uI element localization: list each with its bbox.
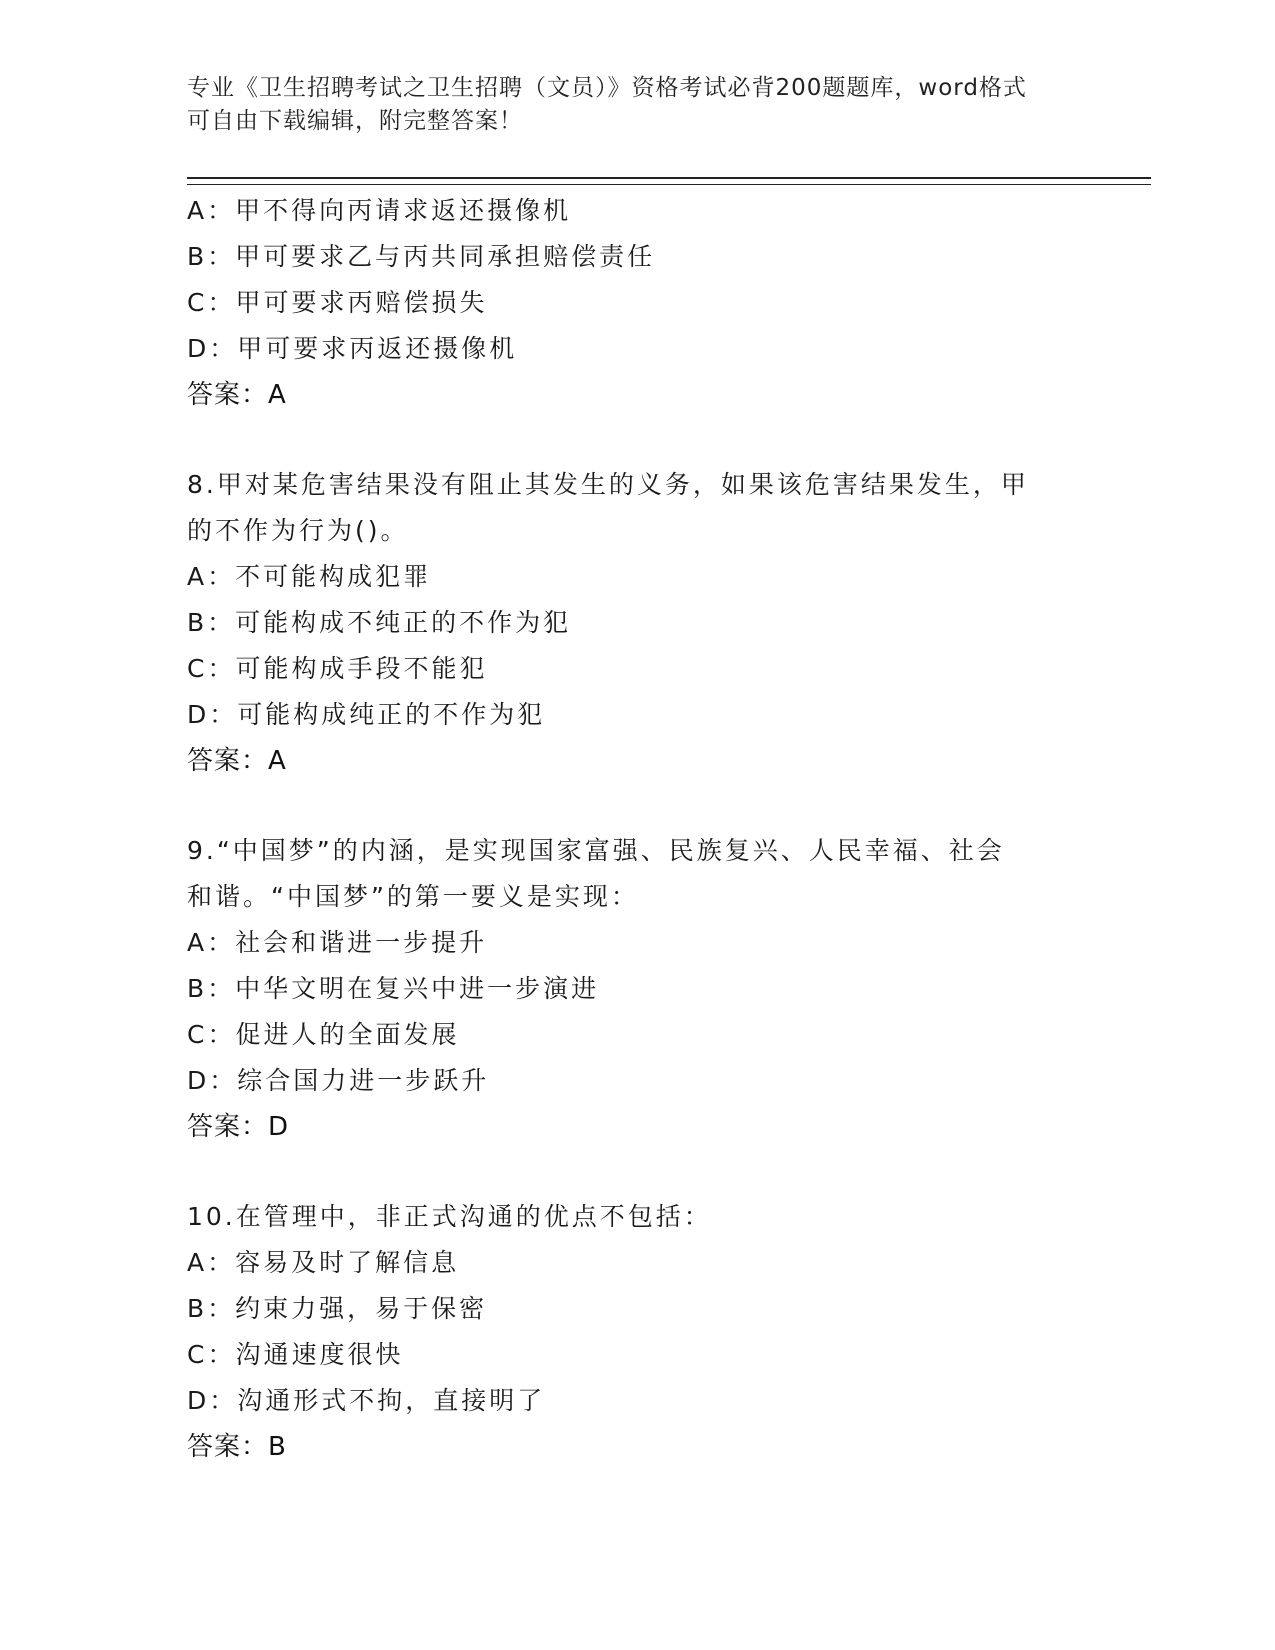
question-10-option-c: C：沟通速度很快 — [187, 1340, 404, 1369]
question-9-option-a: A：社会和谐进一步提升 — [187, 928, 488, 957]
question-10-answer: 答案：B — [187, 1432, 287, 1462]
question-8-option-c: C：可能构成手段不能犯 — [187, 654, 488, 683]
header-title-line-2: 可自由下载编辑，附完整答案！ — [187, 108, 523, 134]
question-spacer — [187, 1150, 1087, 1194]
document-header — [187, 72, 1067, 138]
header-divider — [187, 177, 1151, 185]
question-8-stem-line-2: 的不作为行为()。 — [187, 516, 409, 545]
question-8-answer: 答案：A — [187, 746, 287, 776]
question-7-option-c: C：甲可要求丙赔偿损失 — [187, 288, 488, 317]
question-7 — [187, 188, 1087, 418]
question-8-option-a: A：不可能构成犯罪 — [187, 562, 432, 591]
question-10-option-d: D：沟通形式不拘，直接明了 — [187, 1386, 546, 1415]
question-9-answer: 答案：D — [187, 1112, 290, 1142]
question-9-option-b: B：中华文明在复兴中进一步演进 — [187, 974, 600, 1003]
question-10-option-b: B：约束力强，易于保密 — [187, 1294, 488, 1323]
question-7-option-d: D：甲可要求丙返还摄像机 — [187, 334, 518, 363]
question-7-option-b: B：甲可要求乙与丙共同承担赔偿责任 — [187, 242, 656, 271]
question-7-answer: 答案：A — [187, 380, 287, 410]
question-8-option-b: B：可能构成不纯正的不作为犯 — [187, 608, 572, 637]
question-10-option-a: A：容易及时了解信息 — [187, 1248, 460, 1277]
question-9-stem-line-2: 和谐。“中国梦”的第一要义是实现： — [187, 882, 639, 911]
question-8-stem-line-1: 8.甲对某危害结果没有阻止其发生的义务，如果该危害结果发生，甲 — [187, 470, 1029, 499]
question-spacer — [187, 784, 1087, 828]
question-list — [187, 188, 1087, 1470]
question-spacer — [187, 418, 1087, 462]
header-title-line-1: 专业《卫生招聘考试之卫生招聘（文员）》资格考试必背200题题库，word格式 — [187, 75, 1027, 101]
question-7-option-a: A：甲不得向丙请求返还摄像机 — [187, 196, 572, 225]
question-9-stem-line-1: 9.“中国梦”的内涵，是实现国家富强、民族复兴、人民幸福、社会 — [187, 836, 1005, 865]
question-9-option-c: C：促进人的全面发展 — [187, 1020, 460, 1049]
question-10-stem-line-1: 10.在管理中，非正式沟通的优点不包括： — [187, 1202, 712, 1231]
question-8-option-d: D：可能构成纯正的不作为犯 — [187, 700, 546, 729]
question-10 — [187, 1194, 1087, 1470]
question-8 — [187, 462, 1087, 784]
question-9 — [187, 828, 1087, 1150]
question-9-option-d: D：综合国力进一步跃升 — [187, 1066, 490, 1095]
